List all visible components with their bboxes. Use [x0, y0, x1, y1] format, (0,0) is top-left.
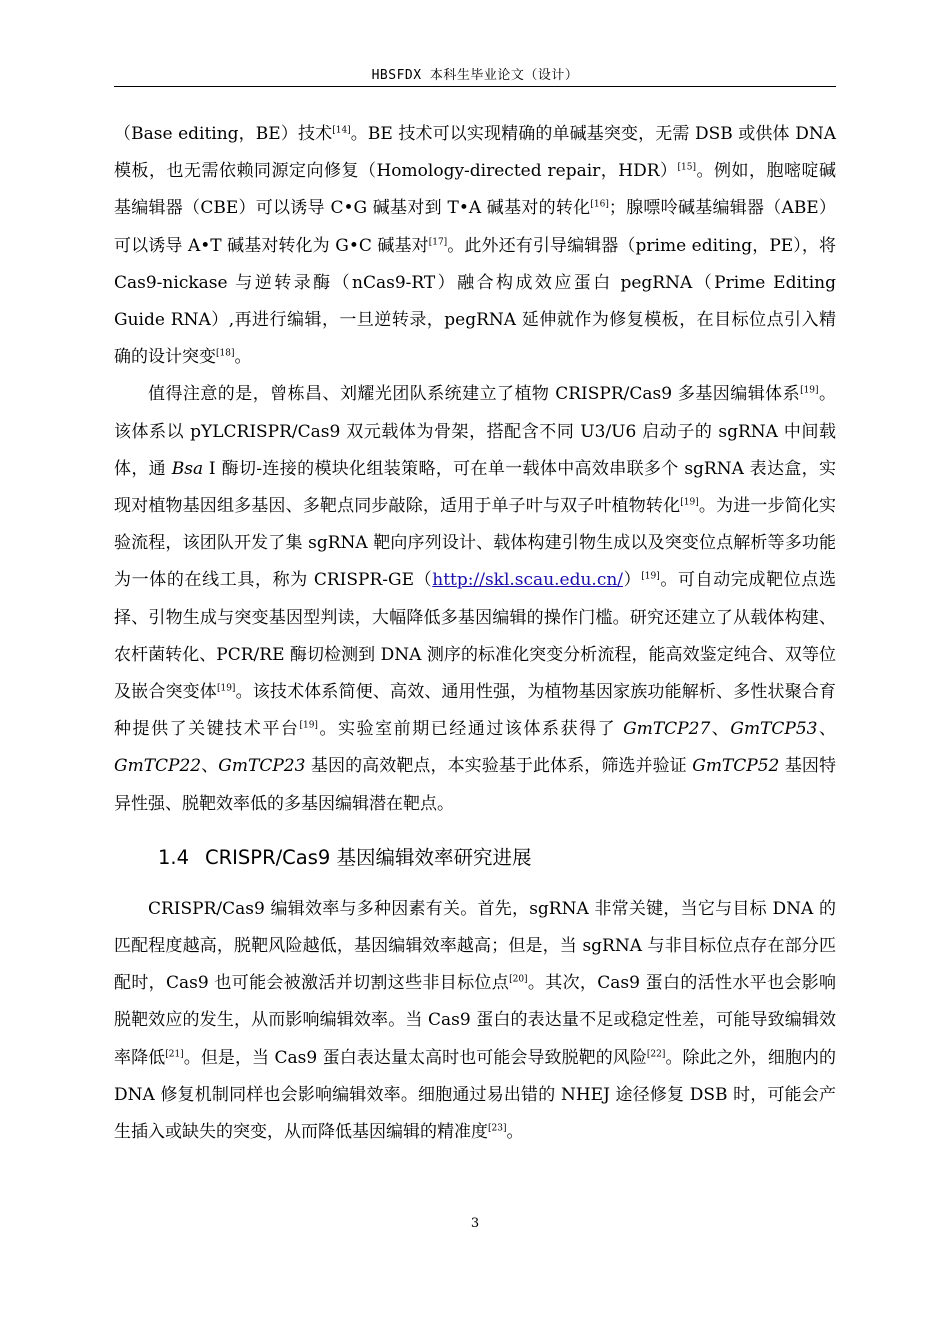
- gene-name: GmTCP23: [218, 756, 306, 777]
- crispr-ge-link[interactable]: http://skl.scau.edu.cn/: [432, 570, 624, 591]
- citation: [23]: [488, 1123, 507, 1134]
- citation: [21]: [165, 1049, 184, 1060]
- citation: [19]: [299, 720, 318, 731]
- citation: [19]: [680, 497, 699, 508]
- citation: [19]: [800, 385, 819, 396]
- citation: [19]: [216, 683, 236, 694]
- paragraph-base-editing: （Base editing，BE）技术[14]。BE 技术可以实现精确的单碱基突变，无需 DSB 或供体 DNA 模板，也无需依赖同源定向修复（Homology-directed repair，HDR）[15]。例如，胞嘧啶碱基编辑器（CBE）可以诱导 C•G 碱基对到 T•A 碱基对的转化[16]；腺嘌呤碱基编辑器（ABE）可以诱导 A•T 碱基对转化为 G•C 碱基对[17]。此外还有引导编辑器（prime editing，PE），将 Cas9-nickase 与逆转录酶（nCas9-RT）融合构成效应蛋白 pegRNA（Prime Editing Guide RNA）,再进行编辑，一旦逆转录，pegRNA 延伸就作为修复模板，在目标位点引入精确的设计突变[18]。: [114, 124, 837, 368]
- citation: [22]: [646, 1049, 666, 1060]
- enzyme-name: Bsa: [171, 458, 204, 479]
- paragraph-efficiency: CRISPR/Cas9 编辑效率与多种因素有关。首先，sgRNA 非常关键，当它与目标 DNA 的匹配程度越高，脱靶风险越低，基因编辑效率越高；但是，当 sgRNA 与非目标位点存在部分匹配时，Cas9 也可能会被激活并切割这些非目标位点[20]。其次，Cas9 蛋白的活性水平也会影响脱靶效应的发生，从而影响编辑效率。当 Cas9 蛋白的表达量不足或稳定性差，可能导致编辑效率降低[21]。但是，当 Cas9 蛋白表达量太高时也可能会导致脱靶的风险[22]。除此之外，细胞内的 DNA 修复机制同样也会影响编辑效率。细胞通过易出错的 NHEJ 途径修复 DSB 时，可能会产生插入或缺失的突变，从而降低基因编辑的精准度[23]。: [114, 898, 837, 1143]
- gene-name: GmTCP22: [114, 756, 202, 777]
- paragraph-crispr-system: 值得注意的是，曾栋昌、刘耀光团队系统建立了植物 CRISPR/Cas9 多基因编辑体系[19]。该体系以 pYLCRISPR/Cas9 双元载体为骨架，搭配含不同 U3/U6 启动子的 sgRNA 中间载体，通 Bsa Ⅰ 酶切-连接的模块化组装策略，可在单一载体中高效串联多个 sgRNA 表达盒，实现对植物基因组多基因、多靶点同步敲除，适用于单子叶与双子叶植物转化[19]。为进一步简化实验流程，该团队开发了集 sgRNA 靶向序列设计、载体构建引物生成以及突变位点解析等多功能为一体的在线工具，称为 CRISPR-GE（http://skl.scau.edu.cn/）[19]。可自动完成靶位点选择、引物生成与突变基因型判读，大幅降低多基因编辑的操作门槛。研究还建立了从载体构建、农杆菌转化、PCR/RE 酶切检测到 DNA 测序的标准化突变分析流程，能高效鉴定纯合、双等位及嵌合突变体[19]。该技术体系简便、高效、通用性强，为植物基因家族功能解析、多性状聚合育种提供了关键技术平台[19]。实验室前期已经通过该体系获得了 GmTCP27、GmTCP53、GmTCP22、GmTCP23 基因的高效靶点，本实验基于此体系，筛选并验证 GmTCP52 基因特异性强、脱靶效率低的多基因编辑潜在靶点。: [114, 384, 837, 814]
- running-header: HBSFDX 本科生毕业论文（设计）: [371, 68, 579, 83]
- gene-name: GmTCP27: [623, 719, 711, 740]
- gene-name: GmTCP52: [692, 756, 780, 777]
- section-title: CRISPR/Cas9 基因编辑效率研究进展: [205, 845, 532, 869]
- header-rule: [114, 86, 836, 87]
- citation: [20]: [509, 974, 528, 985]
- section-number: 1.4: [158, 845, 190, 869]
- citation: [15]: [677, 162, 697, 173]
- gene-name: GmTCP53: [730, 719, 818, 740]
- citation: [17]: [428, 236, 448, 247]
- section-heading: [114, 839, 836, 877]
- citation: [14]: [332, 125, 351, 136]
- citation: [18]: [216, 348, 235, 359]
- citation: [19]: [641, 571, 660, 582]
- citation: [16]: [590, 199, 609, 210]
- page-number: 3: [470, 1216, 480, 1231]
- document-body: [114, 116, 836, 1151]
